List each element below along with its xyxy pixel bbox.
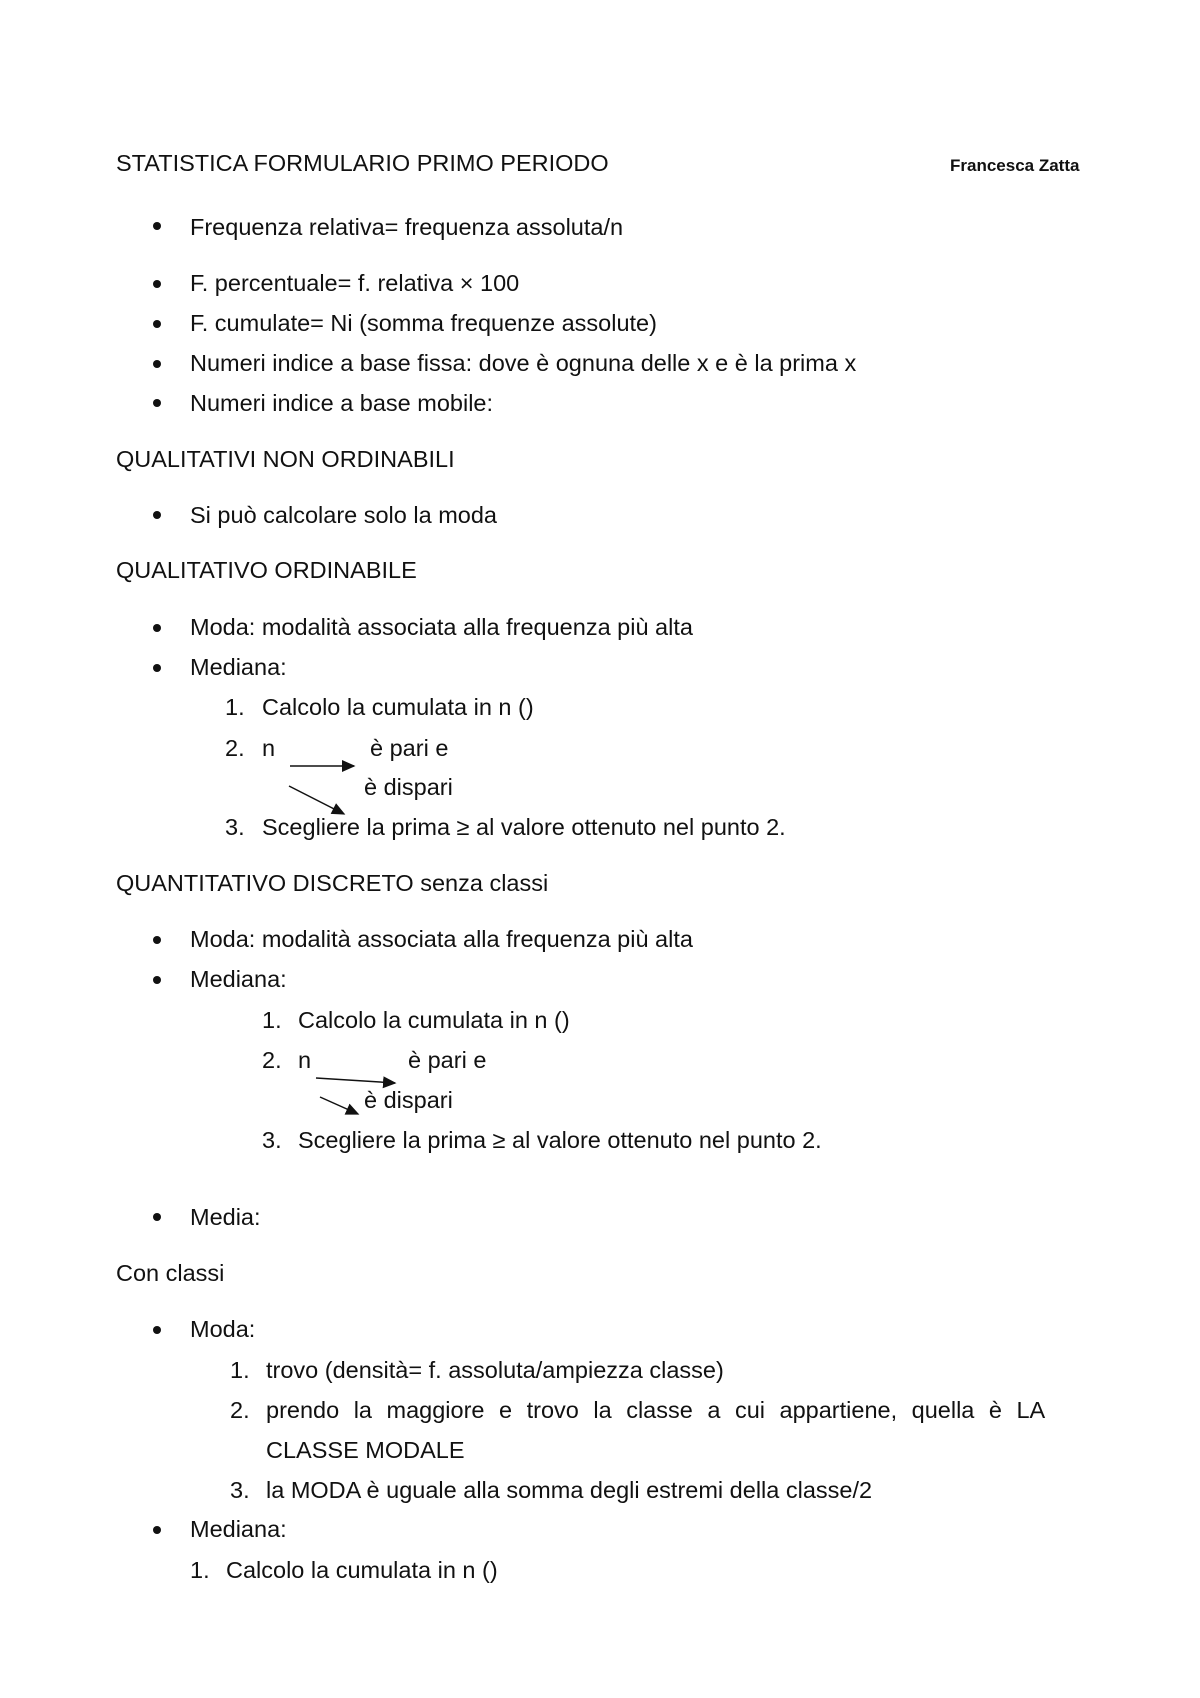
list-item: F. cumulate= Ni (somma frequenze assolute): [190, 310, 657, 336]
step-number: 2.: [262, 1047, 282, 1073]
list-item: Media:: [190, 1204, 261, 1230]
step-number: 3.: [262, 1127, 282, 1153]
step-text: trovo (densità= f. assoluta/ampiezza classe): [266, 1357, 724, 1383]
list-item: Moda: modalità associata alla frequenza più alta: [190, 614, 693, 640]
step-number: 3.: [225, 814, 245, 840]
list-item: Mediana:: [190, 966, 287, 992]
list-item: Moda:: [190, 1316, 256, 1342]
list-item: F. percentuale= f. relativa × 100: [190, 270, 520, 296]
section-heading: QUALITATIVI NON ORDINABILI: [116, 446, 455, 472]
step-number: 1.: [262, 1007, 282, 1033]
list-item: Mediana:: [190, 654, 287, 680]
step-text: n: [298, 1047, 312, 1073]
section-heading: QUALITATIVO ORDINABILE: [116, 557, 417, 583]
step-number: 2.: [225, 735, 245, 761]
list-item: Numeri indice a base mobile:: [190, 390, 494, 416]
step-text: n: [262, 735, 276, 761]
step-text: è dispari: [364, 1087, 453, 1113]
list-item: Moda: modalità associata alla frequenza più alta: [190, 926, 693, 952]
step-text: è dispari: [364, 774, 453, 800]
step-text: la MODA è uguale alla somma degli estremi della classe/2: [266, 1477, 873, 1503]
arrow-down-right-icon: [320, 1097, 358, 1114]
step-number: 1.: [225, 694, 245, 720]
step-text: Calcolo la cumulata in n (): [298, 1007, 570, 1033]
arrow-down-right-icon: [289, 786, 344, 814]
arrow-right-icon: [316, 1078, 395, 1083]
step-number: 1.: [190, 1557, 210, 1583]
step-number: 1.: [230, 1357, 250, 1383]
list-item: Mediana:: [190, 1516, 287, 1542]
step-text: Scegliere la prima ≥ al valore ottenuto nel punto 2.: [298, 1127, 822, 1153]
page-title: STATISTICA FORMULARIO PRIMO PERIODO: [116, 150, 609, 176]
section-heading: Con classi: [116, 1260, 225, 1286]
list-item: Frequenza relativa= frequenza assoluta/n: [190, 214, 624, 240]
step-text: è pari e: [408, 1047, 487, 1073]
section-heading: QUANTITATIVO DISCRETO senza classi: [116, 870, 549, 896]
step-text: Calcolo la cumulata in n (): [262, 694, 534, 720]
list-item: Si può calcolare solo la moda: [190, 502, 497, 528]
step-text: Scegliere la prima ≥ al valore ottenuto nel punto 2.: [262, 814, 786, 840]
step-number: 2.: [230, 1397, 250, 1423]
list-item: Numeri indice a base fissa: dove è ognuna delle x e è la prima x: [190, 350, 857, 376]
author-name: Francesca Zatta: [950, 156, 1080, 175]
step-text: CLASSE MODALE: [266, 1437, 465, 1463]
step-text: prendo la maggiore e trovo la classe a cui appartiene, quella è LA: [266, 1397, 1046, 1423]
step-text: Calcolo la cumulata in n (): [226, 1557, 498, 1583]
step-number: 3.: [230, 1477, 250, 1503]
step-text: è pari e: [370, 735, 449, 761]
